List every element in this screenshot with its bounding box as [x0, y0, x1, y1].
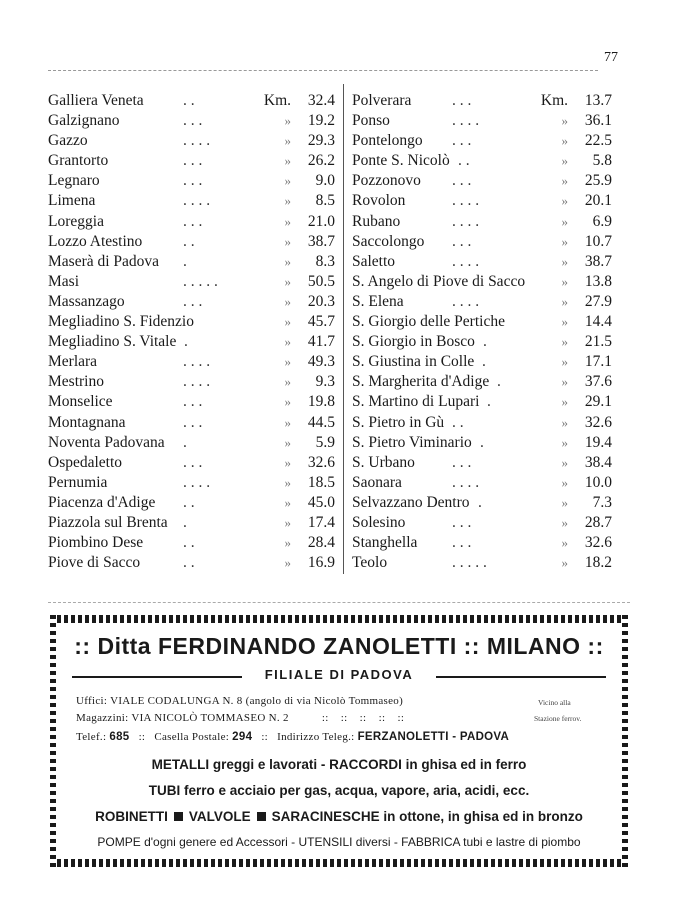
ad-subtitle: FILIALE DI PADOVA	[264, 667, 414, 682]
town-name: Rovolon	[352, 192, 406, 210]
town-name: S. Elena	[352, 292, 404, 310]
town-row	[48, 453, 335, 473]
town-row	[352, 533, 612, 553]
town-row	[48, 553, 335, 573]
product-line-2: TUBI ferro e acciaio per gas, acqua, vapore, aria, acidi, ecc.	[148, 783, 530, 798]
leader-dots: .	[184, 333, 188, 351]
distance-unit: »	[284, 434, 291, 450]
distance-unit: »	[561, 474, 568, 490]
town-row	[352, 433, 612, 453]
town-name: Saccolongo	[352, 232, 425, 250]
distance-value: 22.5	[584, 132, 612, 150]
square-bullet-icon	[174, 812, 183, 821]
town-name: Piove di Sacco	[48, 554, 141, 572]
town-name: Ponte S. Nicolò	[352, 152, 450, 170]
town-row	[48, 232, 335, 252]
distance-value: 32.4	[307, 92, 335, 109]
town-name: Galliera Veneta	[48, 92, 144, 109]
distance-value: 10.7	[584, 232, 612, 250]
distance-value: 20.1	[584, 192, 612, 210]
town-name: Merlara	[48, 353, 98, 371]
town-row	[352, 212, 612, 232]
distance-value: 29.3	[307, 132, 335, 150]
distance-value: 45.0	[307, 493, 335, 511]
town-name: Stanghella	[352, 534, 418, 552]
town-row	[352, 91, 612, 111]
town-name: Selvazzano Dentro	[352, 493, 470, 511]
town-name: Piombino Dese	[48, 534, 144, 552]
leader-dots: . . .	[183, 212, 203, 230]
phone-value: 685	[109, 731, 130, 743]
distance-value: 10.0	[584, 473, 612, 491]
distance-unit: »	[284, 354, 291, 370]
town-row	[48, 131, 335, 151]
leader-dots: . . . .	[452, 292, 480, 310]
leader-dots: . . .	[452, 513, 472, 531]
leader-dots: . . . .	[183, 353, 211, 371]
distance-unit: »	[284, 233, 291, 249]
distance-value: 26.2	[307, 152, 335, 170]
distance-unit: »	[284, 394, 291, 410]
leader-dots: . . .	[183, 152, 203, 170]
town-row	[48, 533, 335, 553]
town-row	[48, 372, 335, 392]
distance-unit: »	[561, 314, 568, 330]
distance-unit: »	[561, 494, 568, 510]
distance-value: 49.3	[307, 353, 335, 371]
town-name: Montagnana	[48, 413, 126, 431]
distance-unit: »	[561, 514, 568, 530]
leader-dots: .	[183, 252, 187, 270]
distance-unit: »	[561, 394, 568, 410]
town-row	[352, 151, 612, 171]
town-row	[352, 553, 612, 573]
distance-value: 19.8	[307, 393, 335, 411]
town-name: S. Giorgio in Bosco	[352, 333, 475, 351]
town-row	[48, 212, 335, 232]
town-name: Legnaro	[48, 172, 100, 190]
town-row	[48, 433, 335, 453]
distance-value: 7.3	[592, 493, 612, 511]
product-line-1: METALLI greggi e lavorati - RACCORDI in ghisa ed in ferro	[151, 757, 527, 772]
town-row	[48, 171, 335, 191]
leader-dots: . .	[183, 554, 195, 572]
top-divider	[48, 70, 598, 71]
town-row	[48, 332, 335, 352]
warehouse-line: Magazzini: VIA NICOLÒ TOMMASEO N. 2 :: :: :: :: ::	[76, 712, 405, 724]
distance-unit: »	[284, 193, 291, 209]
leader-dots: . . . .	[452, 112, 480, 130]
town-row	[352, 232, 612, 252]
distance-unit: »	[561, 213, 568, 229]
leader-dots: . . . .	[452, 473, 480, 491]
leader-dots: . . . . .	[183, 272, 218, 290]
town-row	[352, 352, 612, 372]
town-name: Pontelongo	[352, 132, 423, 150]
right-column	[352, 91, 612, 573]
town-name: S. Pietro Viminario	[352, 433, 472, 451]
distance-unit: »	[284, 494, 291, 510]
town-row	[352, 171, 612, 191]
town-row	[48, 272, 335, 292]
warehouse-label: Magazzini:	[76, 712, 129, 724]
distance-unit: »	[284, 314, 291, 330]
distance-value: 27.9	[584, 292, 612, 310]
town-name: Ospedaletto	[48, 453, 123, 471]
distance-value: 16.9	[307, 554, 335, 572]
distance-unit: »	[284, 293, 291, 309]
telegraph-label: Indirizzo Teleg.:	[277, 731, 355, 743]
distance-unit: »	[284, 514, 291, 530]
po-box-label: Casella Postale:	[154, 731, 230, 743]
distance-unit: »	[561, 233, 568, 249]
leader-dots: . . .	[183, 292, 203, 310]
town-name: Massanzago	[48, 292, 125, 310]
leader-dots: .	[478, 493, 482, 511]
distance-unit: »	[561, 113, 568, 129]
distance-unit: »	[561, 133, 568, 149]
distance-value: 18.2	[584, 554, 612, 572]
town-name: Megliadino S. Fidenzio	[48, 313, 194, 331]
town-name: Masi	[48, 272, 79, 290]
town-name: Polverara	[352, 92, 412, 109]
town-row	[352, 332, 612, 352]
leader-dots: .	[482, 353, 486, 371]
town-row	[48, 473, 335, 493]
distance-value: 13.7	[584, 92, 612, 109]
town-name: S. Giustina in Colle	[352, 353, 475, 371]
distance-value: 18.5	[307, 473, 335, 491]
distance-unit: »	[561, 354, 568, 370]
distance-unit: »	[561, 334, 568, 350]
town-row	[352, 111, 612, 131]
distance-value: 28.4	[307, 534, 335, 552]
warehouse-value: VIA NICOLÒ TOMMASEO N. 2	[131, 712, 289, 724]
leader-dots: .	[480, 433, 484, 451]
town-row	[352, 372, 612, 392]
town-row	[352, 252, 612, 272]
leader-dots: .	[483, 333, 487, 351]
distance-value: 28.7	[584, 513, 612, 531]
leader-dots: . . . .	[183, 473, 211, 491]
town-name: Saonara	[352, 473, 402, 491]
distance-unit: »	[561, 535, 568, 551]
distance-value: 32.6	[584, 534, 612, 552]
town-row	[48, 312, 335, 332]
distance-value: 44.5	[307, 413, 335, 431]
town-row	[48, 392, 335, 412]
station-note-1: Vicino alla	[538, 698, 571, 707]
distance-unit: »	[561, 173, 568, 189]
leader-dots: .	[183, 433, 187, 451]
town-row	[48, 292, 335, 312]
town-row	[352, 131, 612, 151]
leader-dots: . . .	[452, 534, 472, 552]
town-row	[48, 91, 335, 111]
leader-dots: . . . .	[452, 252, 480, 270]
offices-line	[76, 695, 403, 707]
leader-dots: . .	[452, 413, 464, 431]
leader-dots: . . .	[183, 453, 203, 471]
town-name: Ponso	[352, 112, 390, 130]
leader-dots: . . . .	[452, 212, 480, 230]
ornament-border-top	[50, 615, 628, 623]
town-row	[352, 292, 612, 312]
leader-dots: . . .	[183, 393, 203, 411]
distance-value: 21.0	[307, 212, 335, 230]
distance-value: 17.4	[307, 513, 335, 531]
distance-unit: »	[561, 555, 568, 571]
distance-value: 45.7	[307, 313, 335, 331]
distance-unit: »	[284, 414, 291, 430]
town-name: S. Martino di Lupari	[352, 393, 480, 411]
leader-dots: . . . .	[183, 373, 211, 391]
leader-dots: . . . . .	[452, 554, 487, 572]
leader-dots: . .	[183, 493, 195, 511]
town-row	[352, 312, 612, 332]
leader-dots: .	[487, 393, 491, 411]
town-row	[48, 111, 335, 131]
distance-unit: »	[284, 535, 291, 551]
town-row	[352, 473, 612, 493]
distance-unit: »	[284, 133, 291, 149]
town-name: Mestrino	[48, 373, 104, 391]
ad-subtitle-row	[72, 667, 606, 685]
town-row	[352, 272, 612, 292]
distance-value: 32.6	[584, 413, 612, 431]
town-name: S. Margherita d'Adige	[352, 373, 490, 391]
leader-dots: . . .	[183, 413, 203, 431]
leader-dots: . . .	[452, 132, 472, 150]
distance-unit: »	[561, 374, 568, 390]
contact-line: Telef.: 685 :: Casella Postale: 294 :: Indirizzo Teleg.: FERZANOLETTI - PADOVA	[76, 731, 510, 743]
offices-value: VIALE CODALUNGA N. 8 (angolo di via Nicolò Tommaseo)	[110, 695, 404, 707]
left-column	[48, 91, 335, 573]
distance-value: 9.0	[315, 172, 335, 190]
phone-label: Telef.:	[76, 731, 107, 743]
ornament-border-bottom	[50, 859, 628, 867]
distance-unit: »	[284, 113, 291, 129]
distance-unit: »	[561, 253, 568, 269]
leader-dots: . . . .	[183, 132, 211, 150]
distance-unit: »	[284, 153, 291, 169]
town-name: S. Pietro in Gù	[352, 413, 445, 431]
leader-dots: . . . .	[452, 192, 480, 210]
leader-dots: . .	[183, 534, 195, 552]
leader-dots: . .	[458, 152, 470, 170]
distance-unit: Km.	[263, 92, 291, 109]
town-name: S. Angelo di Piove di Sacco	[352, 272, 526, 290]
town-row	[352, 453, 612, 473]
town-name: S. Giorgio delle Pertiche	[352, 313, 505, 331]
leader-dots: . .	[183, 92, 195, 109]
distance-value: 29.1	[584, 393, 612, 411]
station-note-2: Stazione ferrov.	[534, 714, 582, 723]
distance-value: 36.1	[584, 112, 612, 130]
town-name: Noventa Padovana	[48, 433, 165, 451]
town-name: Pernumia	[48, 473, 108, 491]
town-name: Rubano	[352, 212, 401, 230]
town-row	[352, 493, 612, 513]
distance-unit: »	[284, 334, 291, 350]
distance-value: 38.4	[584, 453, 612, 471]
distance-unit: »	[284, 253, 291, 269]
distance-unit: »	[284, 374, 291, 390]
town-name: Monselice	[48, 393, 113, 411]
town-name: Grantorto	[48, 152, 109, 170]
leader-dots: . . .	[452, 232, 472, 250]
product-line-4: POMPE d'ogni genere ed Accessori - UTENSILI diversi - FABBRICA tubi e lastre di piombo	[97, 835, 581, 849]
leader-dots: . . .	[452, 172, 472, 190]
distance-value: 38.7	[307, 232, 335, 250]
square-bullet-icon	[257, 812, 266, 821]
leader-dots: . . .	[452, 453, 472, 471]
distance-unit: »	[284, 273, 291, 289]
town-name: Lozzo Atestino	[48, 232, 143, 250]
distance-value: 38.7	[584, 252, 612, 270]
distance-unit: »	[561, 434, 568, 450]
distance-value: 41.7	[307, 333, 335, 351]
distance-value: 8.3	[315, 252, 335, 270]
distance-value: 9.3	[315, 373, 335, 391]
distance-unit: »	[561, 414, 568, 430]
town-name: Piacenza d'Adige	[48, 493, 156, 511]
town-name: Loreggia	[48, 212, 104, 230]
leader-dots: . . .	[183, 112, 203, 130]
town-name: Maserà di Padova	[48, 252, 160, 270]
offices-label: Uffici:	[76, 695, 108, 707]
town-row	[48, 413, 335, 433]
product-line-3: ROBINETTI VALVOLE SARACINESCHE in ottone, in ghisa ed in bronzo	[95, 809, 583, 824]
town-name: Galzignano	[48, 112, 120, 130]
distance-unit: »	[284, 474, 291, 490]
ad-title: :: Ditta FERDINANDO ZANOLETTI :: MILANO ::	[74, 633, 604, 659]
distance-value: 19.2	[307, 112, 335, 130]
rule-right	[436, 676, 606, 678]
distance-unit: »	[284, 173, 291, 189]
distance-unit: »	[561, 273, 568, 289]
distance-value: 5.9	[315, 433, 335, 451]
leader-dots: . . .	[452, 92, 472, 109]
town-name: Solesino	[352, 513, 406, 531]
leader-dots: . . .	[183, 172, 203, 190]
po-box-value: 294	[232, 731, 253, 743]
distance-value: 19.4	[584, 433, 612, 451]
distance-unit: »	[561, 153, 568, 169]
distance-value: 25.9	[584, 172, 612, 190]
distance-unit: »	[284, 454, 291, 470]
town-name: Teolo	[352, 554, 388, 572]
distance-value: 21.5	[584, 333, 612, 351]
town-row	[352, 191, 612, 211]
distance-value: 32.6	[307, 453, 335, 471]
town-row	[48, 191, 335, 211]
leader-dots: .	[497, 373, 501, 391]
distance-unit: »	[284, 555, 291, 571]
town-name: Megliadino S. Vitale	[48, 333, 177, 351]
leader-dots: .	[183, 513, 187, 531]
town-name: Pozzonovo	[352, 172, 421, 190]
distance-value: 6.9	[592, 212, 612, 230]
town-row	[352, 513, 612, 533]
town-name: Saletto	[352, 252, 396, 270]
town-row	[352, 413, 612, 433]
town-row	[352, 392, 612, 412]
town-row	[48, 151, 335, 171]
distance-unit: »	[561, 193, 568, 209]
telegraph-value: FERZANOLETTI - PADOVA	[357, 731, 510, 743]
bottom-divider	[48, 602, 630, 603]
town-row	[48, 252, 335, 272]
distance-value: 8.5	[315, 192, 335, 210]
town-name: S. Urbano	[352, 453, 415, 471]
distance-value: 37.6	[584, 373, 612, 391]
town-row	[48, 352, 335, 372]
column-divider	[343, 84, 344, 574]
distance-value: 13.8	[584, 272, 612, 290]
town-row	[48, 513, 335, 533]
distance-unit: »	[284, 213, 291, 229]
distance-value: 5.8	[592, 152, 612, 170]
distance-value: 20.3	[307, 292, 335, 310]
distance-value: 17.1	[584, 353, 612, 371]
town-name: Piazzola sul Brenta	[48, 513, 168, 531]
distance-unit: »	[561, 293, 568, 309]
distance-unit: Km.	[540, 92, 568, 109]
advertisement-box	[50, 615, 628, 867]
distance-value: 14.4	[584, 313, 612, 331]
town-name: Limena	[48, 192, 96, 210]
town-row	[48, 493, 335, 513]
leader-dots: . . . .	[183, 192, 211, 210]
leader-dots: . .	[183, 232, 195, 250]
town-name: Gazzo	[48, 132, 88, 150]
page-number: 77	[604, 50, 618, 65]
distance-unit: »	[561, 454, 568, 470]
distance-value: 50.5	[307, 272, 335, 290]
